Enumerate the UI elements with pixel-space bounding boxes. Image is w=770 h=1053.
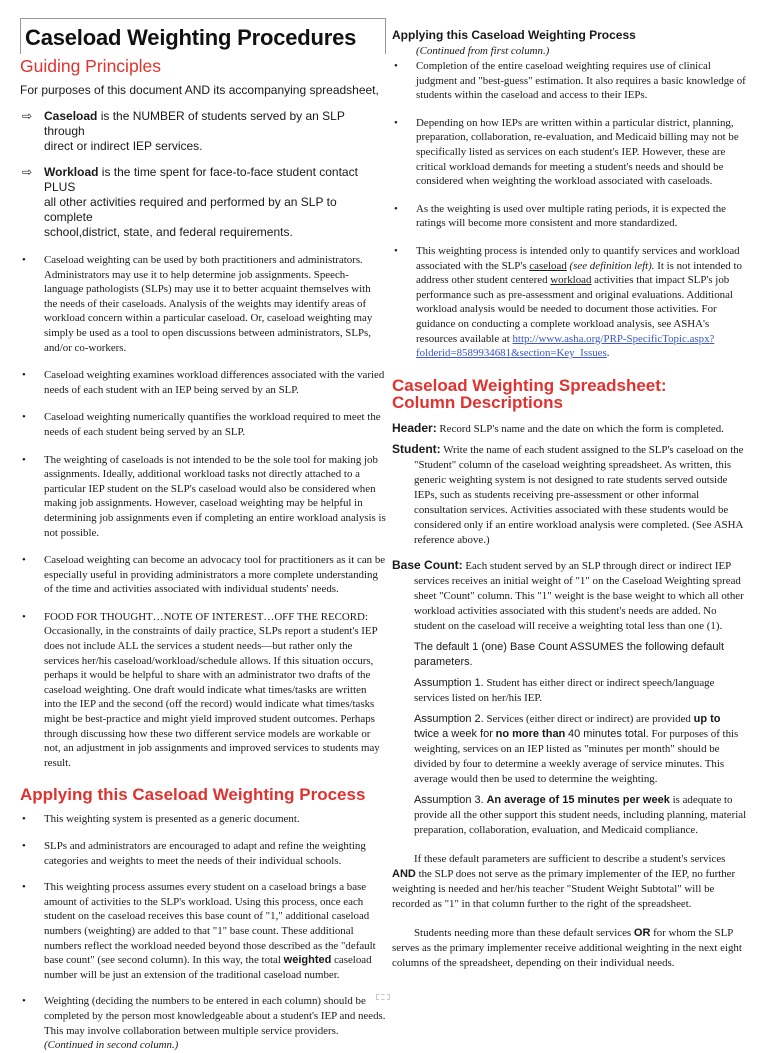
assumption-2-text: 40 minutes total. (568, 727, 649, 740)
continued-subtitle: (Continued from first column.) (416, 45, 550, 57)
spreadsheet-heading-line-1: Caseload Weighting Spreadsheet: (392, 375, 667, 395)
arrow-right-icon: ⇨ (22, 165, 33, 179)
continued-bullet (392, 116, 748, 189)
bullet-text: This weighting process assumes every student on a caseload brings a base amount of activities to the SLP's workload. Using this process, once each student on the caseload receives this base count of "1," additional caseload numbers (weighting) are added to that "1" base count. These additional numbers reflect the workload needed beyond those described as the "default base count" (see second column). In this way, the total (44, 881, 376, 967)
guiding-bullet (20, 553, 386, 597)
assumption-3 (392, 793, 748, 838)
page-title: Caseload Weighting Procedures (25, 25, 357, 50)
default-paragraph (392, 852, 748, 912)
guiding-bullet (20, 368, 386, 397)
bullet-text: Weighting (deciding the numbers to be entered in each column) should be completed by the person most knowledgeable about a student's IEP and needs. This may involve collaboration between multiple service providers. (44, 995, 386, 1037)
student-label: Student: (392, 441, 441, 456)
bullet-text: Caseload weighting can become an advocacy tool for practitioners as it can be especially useful in providing administrators a more complete understanding of the time and activities associated with individual students' needs. (44, 554, 386, 596)
bullet-icon: • (22, 254, 26, 266)
bullet-icon: • (22, 369, 26, 382)
guiding-principles-heading: Guiding Principles (20, 56, 162, 76)
continued-heading: Applying this Caseload Weighting Process (392, 28, 636, 42)
guiding-bullet (20, 253, 386, 355)
continued-bullet (392, 59, 748, 103)
up-to-emphasis: up to (693, 712, 721, 725)
caseload-term: caseload (529, 259, 567, 272)
guiding-bullet (20, 610, 386, 771)
default-parameters: The default 1 (one) Base Count ASSUMES the following default parameters. (414, 640, 725, 668)
asha-resources-link[interactable]: http://www.asha.org/PRP-SpecificTopic.aspx?folderid=8589934681&section=Key_Issues (416, 332, 715, 360)
assumption-2-text: For purposes of this weighting, services on an IEP listed as "minutes per month" should be divided by four to determine a weekly average of service minutes. This average would then be used to determine the weighting. (414, 727, 739, 785)
bullet-icon: • (22, 453, 26, 466)
student-description (392, 442, 748, 548)
purpose-statement: For purposes of this document AND its accompanying spreadsheet, (20, 83, 379, 97)
workload-def-line-2: all other activities required and performed by an SLP to complete (44, 195, 337, 224)
applying-bullet (20, 880, 386, 982)
caseload-term: Caseload (44, 109, 98, 123)
workload-def-line-3: school,district, state, and federal requirements. (44, 225, 293, 239)
paragraph-text: the SLP does not serve as the primary implementer of the IEP, no further weighting is needed and her/his teacher "Student Weight Subtotal" will be recorded as "1" in that column further to the right of the spreadsheet. (392, 867, 736, 910)
continued-bullet (392, 244, 748, 361)
bullet-icon: • (22, 554, 26, 567)
workload-term: Workload (44, 165, 99, 179)
bullet-text: FOOD FOR THOUGHT…NOTE OF INTEREST…OFF THE RECORD: Occasionally, in the constraints of daily practice, SLPs report a student's IEP does not include ALL the services a student needs—but rather only the services her/his caseload/workload/schedule allows. If this situation occurs, perhaps it would be helpful to share with an administrator two drafts of the caseload weighting. One draft would indicate what times/tasks are written into the IEP and the second (off the record) would indicate what times/tasks might be best-practice and might yield improved student outcomes. Perhaps through discussing how these two different service models are workable or not, an adjustment in job assignments and improved services to students may result. (44, 610, 380, 769)
spreadsheet-heading-line-2: Column Descriptions (392, 392, 563, 412)
header-description (392, 421, 748, 437)
arrow-right-icon: ⇨ (22, 109, 33, 123)
and-emphasis: AND (392, 867, 416, 880)
assumption-2-label: Assumption 2. (414, 712, 484, 725)
bullet-text: The weighting of caseloads is not intended to be the sole tool for making job assignments. Ideally, additional workload tasks not directly attached to a particular IEP student on the SLP's caseload would also be considered when making job assignments. However, caseload weighting may be helpful in determining job assignments even if completing an entire workload analysis is not possible. (44, 453, 386, 539)
bullet-icon: • (22, 411, 26, 424)
applying-bullet (20, 812, 386, 827)
workload-def-line-1: is the time spent for face-to-face student contact PLUS (44, 165, 358, 194)
average-emphasis: An average of 15 minutes per week (486, 793, 670, 806)
bullet-text: caseload number will be just an extension of the traditional caseload number. (44, 954, 372, 981)
assumption-1-text: Student has either direct or indirect speech/language services listed on her/his IEP. (414, 676, 715, 704)
weighted-term: weighted (283, 954, 332, 967)
bullet-icon: • (22, 813, 26, 826)
period: . (606, 347, 610, 360)
student-text: Write the name of each student assigned to the SLP's caseload on the "Student" column of the caseload weighting spreadsheet. As written, this generic weighting system is not designed to rate students served outside IEPs, such as students receiving pre-assessment or other informal consultation services. Activities associated with these students would be considered only if an entire workload analysis were completed. (See ASHA reference above.) (414, 443, 744, 546)
applying-bullet (20, 994, 386, 1052)
bullet-text: Caseload weighting numerically quantifies the workload required to meet the needs of each student being served by an SLP. (44, 411, 381, 438)
page-marker (376, 994, 390, 1000)
applying-heading: Applying this Caseload Weighting Process (20, 785, 366, 805)
bullet-text: This weighting process is intended only to quantify services and workload associated with the SLP's (416, 244, 740, 272)
bullet-icon: • (394, 244, 398, 257)
workload-term: workload (550, 274, 592, 287)
paragraph-text: Students needing more than these default services (414, 926, 632, 939)
or-emphasis: OR (633, 926, 651, 939)
caseload-definition (20, 109, 386, 154)
continued-note: (Continued in second column.) (44, 1039, 179, 1052)
assumption-3-text: is adequate to provide all the other support this student needs, including planning, material preparation, collaboration, evaluation, and Medicaid compliance. (414, 793, 747, 836)
assumption-3-label: Assumption 3. (414, 793, 484, 806)
bullet-icon: • (22, 610, 26, 623)
no-more-than-emphasis: no more than (495, 727, 566, 740)
bullet-icon: • (394, 202, 398, 215)
assumption-2-text: Services (either direct or indirect) are provided (486, 712, 691, 725)
paragraph-text: If these default parameters are sufficient to describe a student's services (414, 852, 726, 865)
assumption-2-text: twice a week for (414, 727, 493, 740)
applying-bullet (20, 839, 386, 868)
bullet-text: Caseload weighting examines workload differences associated with the varied needs of each student with an IEP being served by an SLP. (44, 369, 385, 396)
right-column (392, 28, 748, 971)
bullet-text: Depending on how IEPs are written within a particular district, planning, preparation, collaboration, re-evaluation, and Medicaid billing may not be specifically listed as services on each student's IEP. However, these are critical workload demands for meeting a student's needs and should be considered when weighting the workload associated with caseloads. (416, 116, 739, 188)
additional-weighting-paragraph (392, 926, 748, 971)
header-text: Record SLP's name and the date on which the form is completed. (439, 422, 724, 435)
bullet-text: Completion of the entire caseload weighting requires use of clinical judgment and "best-guess" estimation. It also requires a basic knowledge of students within the caseload and access to their IEPs. (416, 60, 746, 102)
left-column (20, 18, 386, 1053)
bullet-text: Caseload weighting can be used by both practitioners and administrators. Administrators may use it to help determine job assignments. Speech-language pathologists (SLPs) may use it to better acquaint themselves with the needs of their caseloads. Analysis of the weights may identify areas of workload concern within a particular caseload. Or, caseload weighting may simply be used as a tool to open discussions between administrators, SLPs, and/or co-workers. (44, 254, 373, 354)
bullet-icon: • (394, 116, 398, 129)
bullet-icon: • (22, 995, 26, 1008)
bullet-text: It is not intended to address other student centered (416, 259, 742, 287)
caseload-def-line-1: is the NUMBER of students served by an SLP through (44, 109, 345, 138)
definition-note: (see definition left). (569, 259, 655, 272)
continued-bullet (392, 202, 748, 231)
bullet-text: As the weighting is used over multiple rating periods, it is expected the ratings will become more consistent and more standardized. (416, 202, 727, 230)
guiding-bullet (20, 453, 386, 541)
guiding-bullet (20, 410, 386, 439)
bullet-icon: • (22, 840, 26, 852)
assumption-1-label: Assumption 1. (414, 676, 484, 689)
base-count-description (392, 558, 748, 634)
base-count-label: Base Count: (392, 557, 463, 572)
header-label: Header: (392, 420, 437, 435)
bullet-text: This weighting system is presented as a generic document. (44, 813, 300, 826)
base-count-text: Each student served by an SLP through direct or indirect IEP services receives an initial weight of "1" on the Caseload Weighting spread sheet "Count" column. This "1" weight is the base weight to which all other workload activities associated with this student's needs are added. No student on the caseload will receive a weighting total less than one (1). (414, 559, 744, 632)
bullet-text: SLPs and administrators are encouraged to adapt and refine the weighting categories and weights to meet the needs of their individual schools. (44, 840, 366, 867)
assumption-2 (392, 712, 748, 787)
bullet-icon: • (22, 881, 26, 894)
caseload-def-line-2: direct or indirect IEP services. (44, 139, 203, 153)
workload-definition (20, 165, 386, 240)
bullet-icon: • (394, 60, 398, 72)
bullet-text: activities that impact SLP's job performance such as pre-assessment and original evaluations. Additional workload analysis would be needed to document those activities. For guidance on conducting a complete workload analysis, see ASHA's resources available at (416, 274, 733, 345)
title-box (20, 18, 386, 54)
paragraph-text: for whom the SLP serves as the primary implementer receive additional weighting in the next eight columns of the spreadsheet, depending on their individual needs. (392, 926, 742, 969)
assumption-1 (392, 676, 748, 706)
